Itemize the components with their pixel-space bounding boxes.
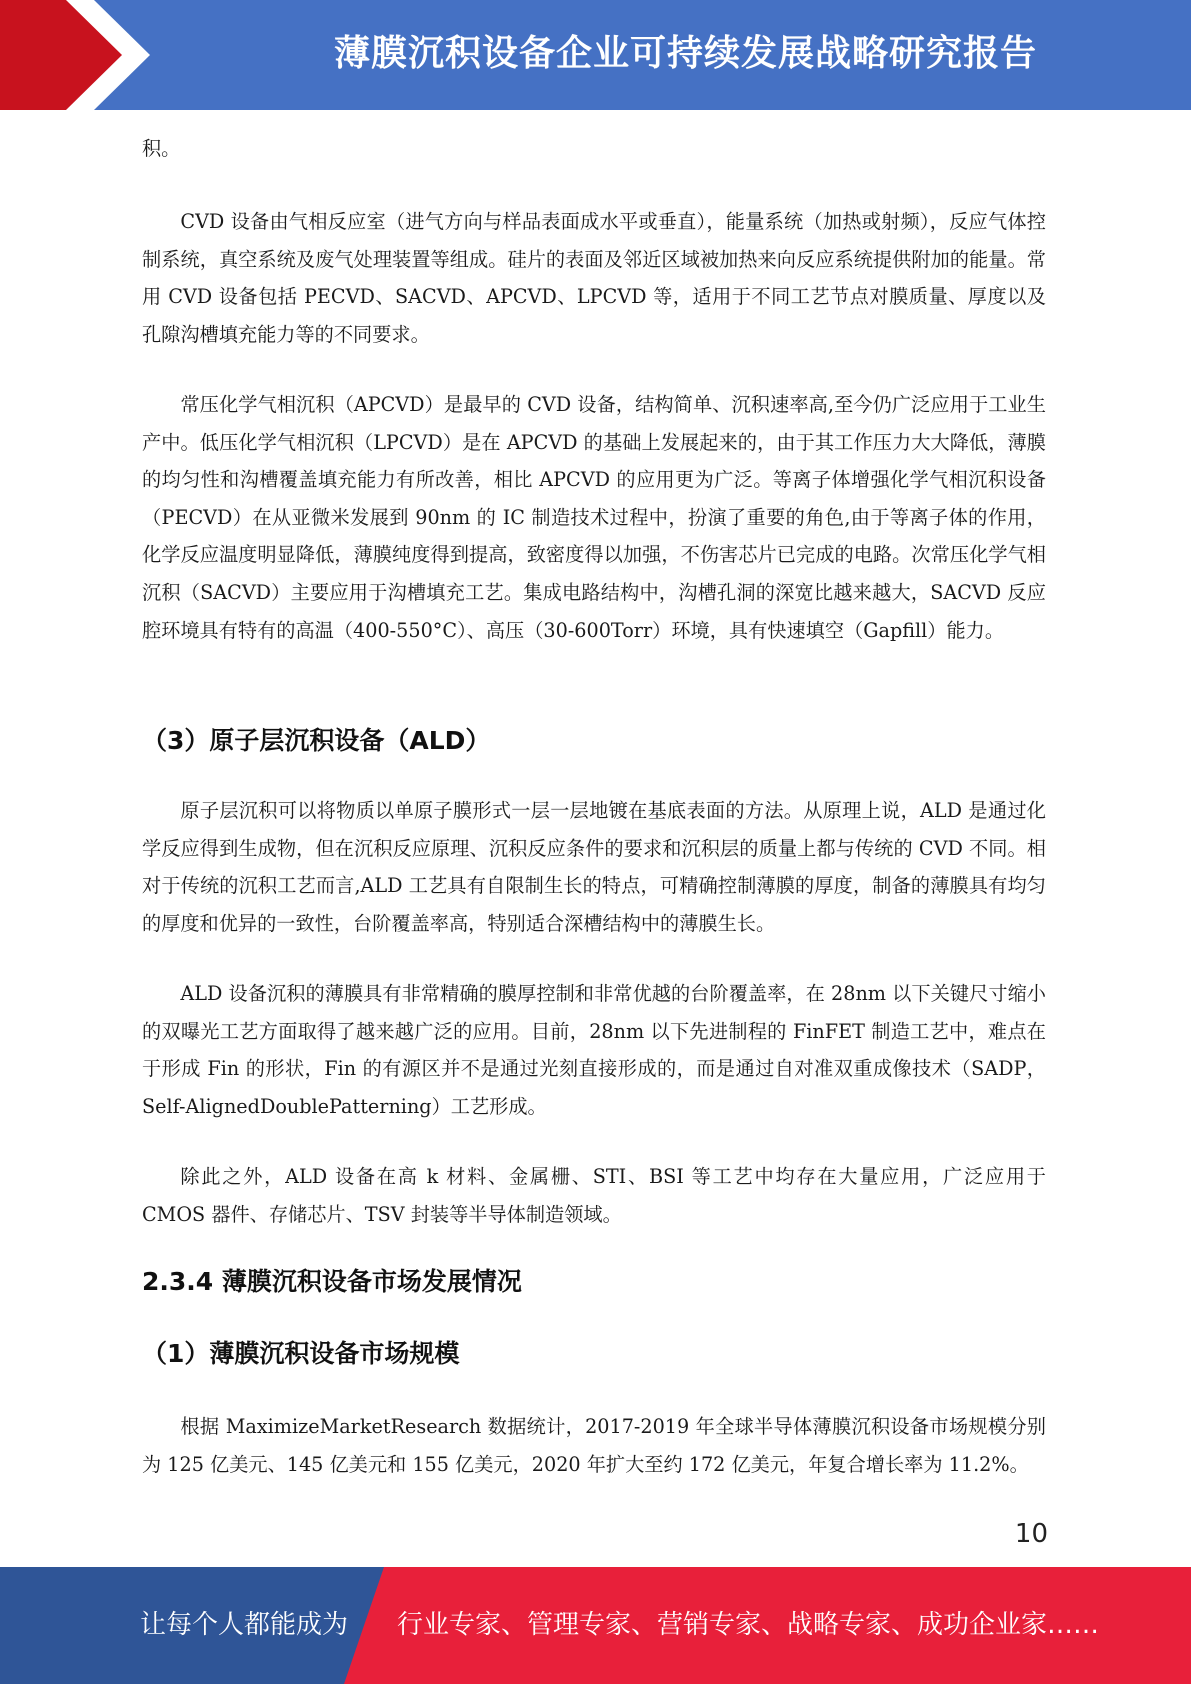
paragraph-cvd-equipment: CVD 设备由气相反应室（进气方向与样品表面成水平或垂直），能量系统（加热或射频），反应气体控制系统，真空系统及废气处理装置等组成。硅片的表面及邻近区域被加热来向反应系统提供附加的能量。常用 CVD 设备包括 PECVD、SACVD、APCVD、LPCVD 等，适用于不同工艺节点对膜质量、厚度以及孔隙沟槽填充能力等的不同要求。 bbox=[142, 210, 1046, 346]
footer-slogan-right: 行业专家、管理专家、营销专家、战略专家、成功企业家…… bbox=[397, 1610, 1100, 1640]
page-header bbox=[0, 0, 1191, 110]
paragraph-ald-applications: 除此之外，ALD 设备在高 k 材料、金属栅、STI、BSI 等工艺中均存在大量应用，广泛应用于 CMOS 器件、存储芯片、TSV 封装等半导体制造领域。 bbox=[142, 1165, 1046, 1226]
report-title: 薄膜沉积设备企业可持续发展战略研究报告 bbox=[333, 33, 1037, 74]
paragraph-ald-finfet: ALD 设备沉积的薄膜具有非常精确的膜厚控制和非常优越的台阶覆盖率，在 28nm 以下关键尺寸缩小的双曝光工艺方面取得了越来越广泛的应用。目前，28nm 以下先进制程的 FinFET 制造工艺中，难点在于形成 Fin 的形状，Fin 的有源区并不是通过光刻直接形成的，而是通过自对准双重成像技术（SADP，Self-AlignedDoublePatterning）工艺形成。 bbox=[142, 982, 1046, 1118]
paragraph-ald-intro: 原子层沉积可以将物质以单原子膜形式一层一层地镀在基底表面的方法。从原理上说，ALD 是通过化学反应得到生成物，但在沉积反应原理、沉积反应条件的要求和沉积层的质量上都与传统的 CVD 不同。相对于传统的沉积工艺而言,ALD 工艺具有自限制生长的特点，可精确控制薄膜的厚度，制备的薄膜具有均匀的厚度和优异的一致性，台阶覆盖率高，特别适合深槽结构中的薄膜生长。 bbox=[142, 799, 1046, 935]
section-heading-market: 2.3.4 薄膜沉积设备市场发展情况 bbox=[142, 1267, 522, 1296]
header-chevron-decoration bbox=[0, 0, 150, 110]
footer-slogan-left: 让每个人都能成为 bbox=[140, 1610, 349, 1640]
paragraph-continuation: 积。 bbox=[142, 137, 181, 160]
paragraph-market-scale: 根据 MaximizeMarketResearch 数据统计，2017-2019 年全球半导体薄膜沉积设备市场规模分别为 125 亿美元、145 亿美元和 155 亿美元，2020 年扩大至约 172 亿美元，年复合增长率为 11.2%。 bbox=[142, 1415, 1046, 1476]
section-heading-market-scale: （1）薄膜沉积设备市场规模 bbox=[142, 1339, 460, 1368]
section-heading-ald: （3）原子层沉积设备（ALD） bbox=[142, 726, 491, 755]
page-number: 10 bbox=[1014, 1519, 1048, 1549]
paragraph-apcvd: 常压化学气相沉积（APCVD）是最早的 CVD 设备，结构简单、沉积速率高,至今仍广泛应用于工业生产中。低压化学气相沉积（LPCVD）是在 APCVD 的基础上发展起来的，由于其工作压力大大降低，薄膜的均匀性和沟槽覆盖填充能力有所改善，相比 APCVD 的应用更为广泛。等离子体增强化学气相沉积设备（PECVD）在从亚微米发展到 90nm 的 IC 制造技术过程中，扮演了重要的角色,由于等离子体的作用，化学反应温度明显降低，薄膜纯度得到提高，致密度得以加强，不伤害芯片已完成的电路。次常压化学气相沉积（SACVD）主要应用于沟槽填充工艺。集成电路结构中，沟槽孔洞的深宽比越来越大，SACVD 反应腔环境具有特有的高温（400-550°C）、高压（30-600Torr）环境，具有快速填空（Gapfill）能力。 bbox=[142, 393, 1046, 642]
page-footer bbox=[0, 1567, 1191, 1684]
